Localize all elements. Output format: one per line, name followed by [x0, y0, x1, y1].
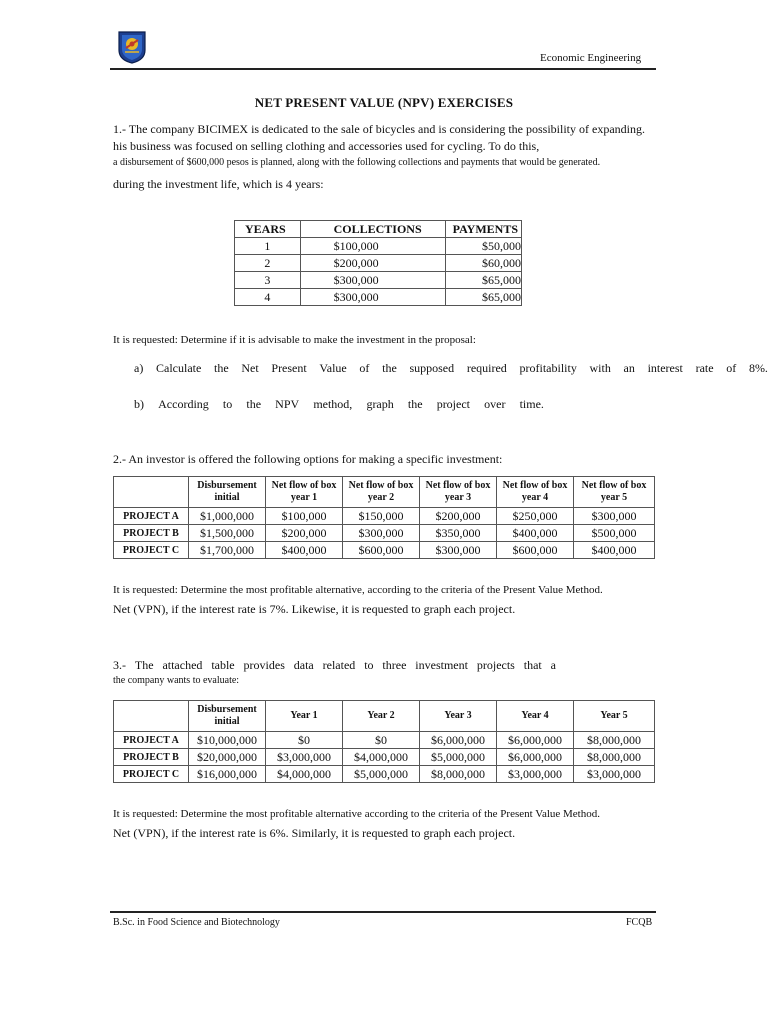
header-cell: YEARS [235, 221, 301, 238]
ex3-intro-2: the company wants to evaluate: [113, 675, 240, 686]
item-b-word: to [222, 397, 233, 411]
intro-word: projects [476, 658, 515, 672]
table-row [235, 238, 522, 255]
intro-word: investment [415, 658, 468, 672]
table-cell: $5,000,000 [343, 766, 420, 783]
table-cell: $200,000 [266, 525, 343, 542]
table-header-row [235, 221, 522, 238]
item-b-word: time. [519, 397, 544, 411]
row-label: PROJECT A [114, 732, 189, 749]
item-b-word: b) [134, 397, 144, 411]
row-label: PROJECT C [114, 542, 189, 559]
row-label: PROJECT B [114, 749, 189, 766]
table-cell: $100,000 [266, 508, 343, 525]
table-cell: $65,000 [446, 272, 522, 289]
header-cell: PAYMENTS [446, 221, 522, 238]
table-row [114, 732, 655, 749]
header-title: Economic Engineering [540, 52, 642, 64]
table-cell: 4 [235, 289, 301, 306]
header-cell: Year 2 [343, 701, 420, 732]
item-a-word: of [726, 361, 737, 375]
header-cell: Net flow of box year 2 [343, 477, 420, 508]
table-cell: $600,000 [497, 542, 574, 559]
table-cell: $8,000,000 [574, 732, 655, 749]
table-cell: $300,000 [300, 289, 445, 306]
header-cell: COLLECTIONS [300, 221, 445, 238]
table-cell: $300,000 [574, 508, 655, 525]
ex1-line-4: during the investment life, which is 4 years: [113, 177, 324, 191]
document-title: NET PRESENT VALUE (NPV) EXERCISES [254, 95, 514, 110]
table-cell: $400,000 [266, 542, 343, 559]
table-cell: $65,000 [446, 289, 522, 306]
item-a-word: of [359, 361, 370, 375]
header-cell: Net flow of box year 1 [266, 477, 343, 508]
table-row [114, 508, 655, 525]
intro-word: provides [243, 658, 285, 672]
header-cell: Net flow of box year 3 [420, 477, 497, 508]
ex1-request: It is requested: Determine if it is advisable to make the investment in the proposal: [113, 334, 476, 346]
item-a-word: a) [134, 361, 144, 375]
item-a-word: required [466, 361, 507, 375]
item-b-word: over [484, 397, 506, 411]
item-a-word: the [214, 361, 229, 375]
ex1-line-2: his business was focused on selling clothing and accessories used for cycling. To do this, [113, 139, 540, 153]
table-cell: 2 [235, 255, 301, 272]
ex3-request-1: It is requested: Determine the most profitable alternative according to the criteria of the Present Value Method. [113, 808, 600, 820]
table-cell: $200,000 [420, 508, 497, 525]
table-cell: $350,000 [420, 525, 497, 542]
item-a-word: with [589, 361, 611, 375]
table-cell: $60,000 [446, 255, 522, 272]
header-cell: Year 4 [497, 701, 574, 732]
table-cell: $3,000,000 [266, 749, 343, 766]
table-row [235, 255, 522, 272]
table-cell: $3,000,000 [574, 766, 655, 783]
item-a-word: Present [271, 361, 307, 375]
table-cell: $0 [343, 732, 420, 749]
intro-word: data [293, 658, 314, 672]
table-cell: $1,500,000 [189, 525, 266, 542]
header-cell: Disbursement initial [189, 701, 266, 732]
table-cell: $1,000,000 [189, 508, 266, 525]
table-cell: $1,700,000 [189, 542, 266, 559]
table-cell: $6,000,000 [420, 732, 497, 749]
header-cell [114, 477, 189, 508]
item-a-word: Value [319, 361, 347, 375]
header-cell: Net flow of box year 4 [497, 477, 574, 508]
table-cell: $16,000,000 [189, 766, 266, 783]
item-b-word: the [246, 397, 262, 411]
table-row [235, 289, 522, 306]
item-a-word: rate [695, 361, 714, 375]
table-cell: $100,000 [300, 238, 445, 255]
table-row [114, 749, 655, 766]
table-cell: $300,000 [343, 525, 420, 542]
intro-word: The [134, 658, 154, 672]
row-label: PROJECT B [114, 525, 189, 542]
table-cell: $4,000,000 [266, 766, 343, 783]
row-label: PROJECT C [114, 766, 189, 783]
table-cell: $4,000,000 [343, 749, 420, 766]
intro-word: 3.- [113, 658, 126, 672]
table-cell: $150,000 [343, 508, 420, 525]
item-a-word: an [623, 361, 635, 375]
table-cell: $6,000,000 [497, 732, 574, 749]
item-a-word: profitability [519, 361, 577, 375]
header-cell: Year 3 [420, 701, 497, 732]
ex2-request-2: Net (VPN), if the interest rate is 7%. Likewise, it is requested to graph each project. [113, 602, 516, 616]
header-cell: Net flow of box year 5 [574, 477, 655, 508]
item-b-word: graph [366, 397, 394, 411]
table-row [235, 272, 522, 289]
ex1-item-a [134, 361, 768, 376]
table-cell: $10,000,000 [189, 732, 266, 749]
item-b-word: the [407, 397, 423, 411]
item-b-word: method, [313, 397, 353, 411]
table-cell: $8,000,000 [420, 766, 497, 783]
table-cell: $50,000 [446, 238, 522, 255]
table-cell: $8,000,000 [574, 749, 655, 766]
item-a-word: 8%. [748, 361, 768, 375]
intro-word: three [382, 658, 407, 672]
item-a-word: supposed [409, 361, 455, 375]
header-cell [114, 701, 189, 732]
table-row [114, 542, 655, 559]
item-b-word: According [158, 397, 209, 411]
ex3-request-2: Net (VPN), if the interest rate is 6%. Similarly, it is requested to graph each project. [113, 826, 516, 840]
ex1-item-b [134, 397, 544, 412]
item-a-word: Net [241, 361, 259, 375]
item-b-word: NPV [275, 397, 300, 411]
footer-right: FCQB [626, 917, 653, 928]
university-shield-logo-icon [117, 30, 147, 64]
ex1-line-3: a disbursement of $600,000 pesos is planned, along with the following collections and payments that would be generated. [113, 157, 601, 168]
intro-word: attached [162, 658, 203, 672]
item-a-word: the [382, 361, 397, 375]
table-cell: $6,000,000 [497, 749, 574, 766]
table-header-row [114, 477, 655, 508]
intro-word: a [550, 658, 556, 672]
ex1-line-1: 1.- The company BICIMEX is dedicated to the sale of bicycles and is considering the possibility of expanding. [113, 122, 645, 136]
header-cell: Disbursement initial [189, 477, 266, 508]
table-cell: $200,000 [300, 255, 445, 272]
intro-word: to [364, 658, 374, 672]
table-cell: $400,000 [497, 525, 574, 542]
table-cell: $0 [266, 732, 343, 749]
item-a-word: interest [647, 361, 683, 375]
header-divider [110, 68, 656, 70]
table-cell: $300,000 [420, 542, 497, 559]
table-row [114, 525, 655, 542]
row-label: PROJECT A [114, 508, 189, 525]
table-row [114, 766, 655, 783]
ex3-projects-table [113, 700, 655, 783]
table-cell: $500,000 [574, 525, 655, 542]
item-a-word: Calculate [156, 361, 202, 375]
table-cell: $250,000 [497, 508, 574, 525]
header-cell: Year 1 [266, 701, 343, 732]
ex2-projects-table [113, 476, 655, 559]
ex2-intro: 2.- An investor is offered the following options for making a specific investment: [113, 452, 503, 466]
table-cell: $3,000,000 [497, 766, 574, 783]
footer-left: B.Sc. in Food Science and Biotechnology [113, 917, 280, 928]
table-cell: 3 [235, 272, 301, 289]
collections-payments-table [234, 220, 522, 306]
table-cell: $20,000,000 [189, 749, 266, 766]
intro-word: that [523, 658, 542, 672]
table-cell: $300,000 [300, 272, 445, 289]
header-cell: Year 5 [574, 701, 655, 732]
table-cell: $600,000 [343, 542, 420, 559]
item-b-word: project [436, 397, 471, 411]
table-cell: 1 [235, 238, 301, 255]
ex2-request-1: It is requested: Determine the most profitable alternative, according to the criteria of the Present Value Method. [113, 584, 603, 596]
table-cell: $400,000 [574, 542, 655, 559]
footer-divider [110, 911, 656, 913]
intro-word: related [322, 658, 356, 672]
table-header-row [114, 701, 655, 732]
intro-word: table [211, 658, 235, 672]
ex3-intro [113, 658, 556, 673]
table-cell: $5,000,000 [420, 749, 497, 766]
